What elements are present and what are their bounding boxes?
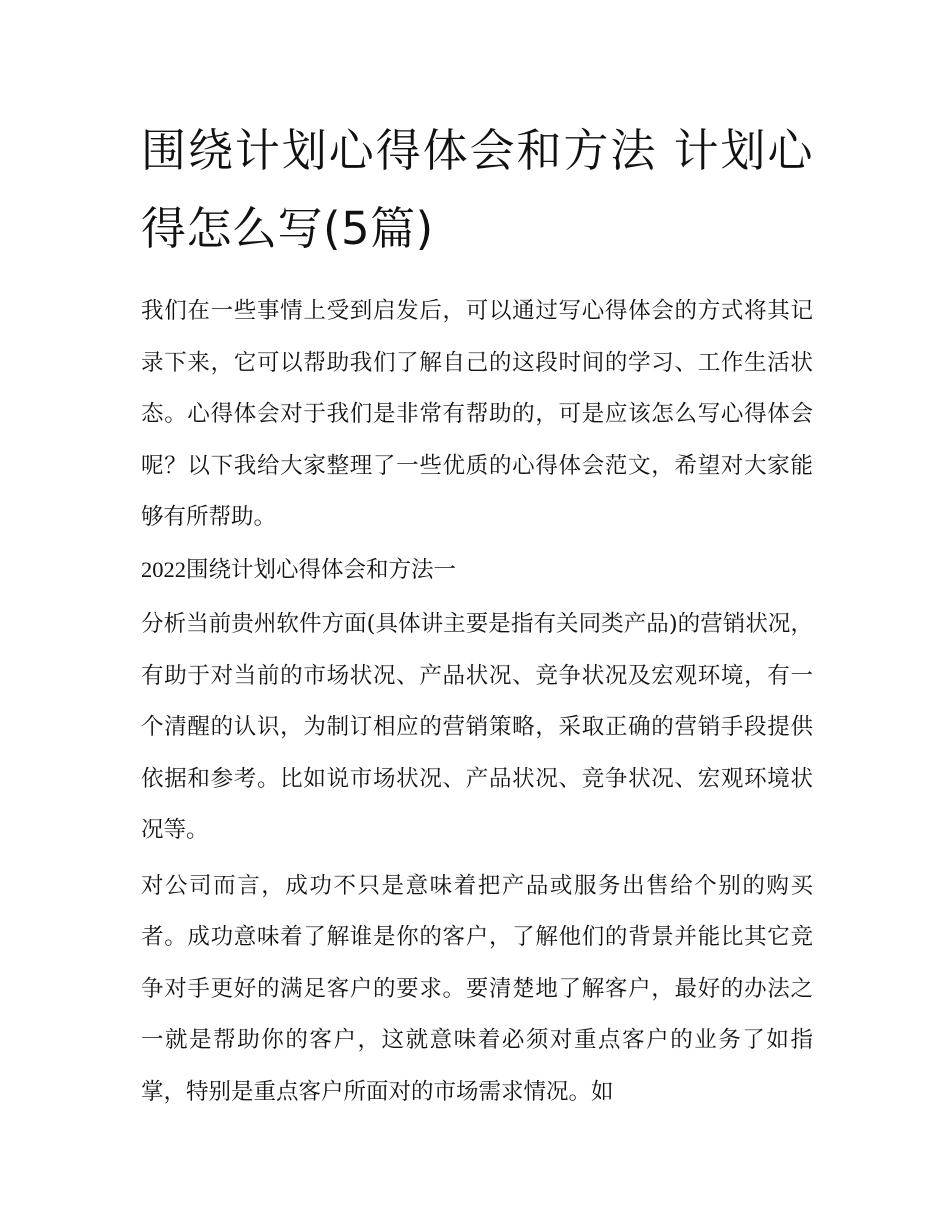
- section-paragraph-1: 分析当前贵州软件方面(具体讲主要是指有关同类产品)的营销状况，有助于对当前的市场状况、产品状况、竞争状况及宏观环境，有一个清醒的认识，为制订相应的营销策略，采取正确的营销手段提供依据和参考。比如说市场状况、产品状况、竞争状况、宏观环境状况等。: [141, 611, 813, 843]
- intro-paragraph: 我们在一些事情上受到启发后，可以通过写心得体会的方式将其记录下来，它可以帮助我们了解自己的这段时间的学习、工作生活状态。心得体会对于我们是非常有帮助的，可是应该怎么写心得体会呢？以下我给大家整理了一些优质的心得体会范文，希望对大家能够有所帮助。: [141, 298, 813, 530]
- section-heading: 2022围绕计划心得体会和方法一: [141, 556, 457, 582]
- document-title: 围绕计划心得体会和方法 计划心得怎么写(5篇): [141, 124, 813, 255]
- section-paragraph-2: 对公司而言，成功不只是意味着把产品或服务出售给个别的购买者。成功意味着了解谁是你的客户，了解他们的背景并能比其它竞争对手更好的满足客户的要求。要清楚地了解客户，最好的办法之一就是帮助你的客户，这就意味着必须对重点客户的业务了如指掌，特别是重点客户所面对的市场需求情况。如: [141, 872, 813, 1105]
- document-body: [141, 112, 813, 1118]
